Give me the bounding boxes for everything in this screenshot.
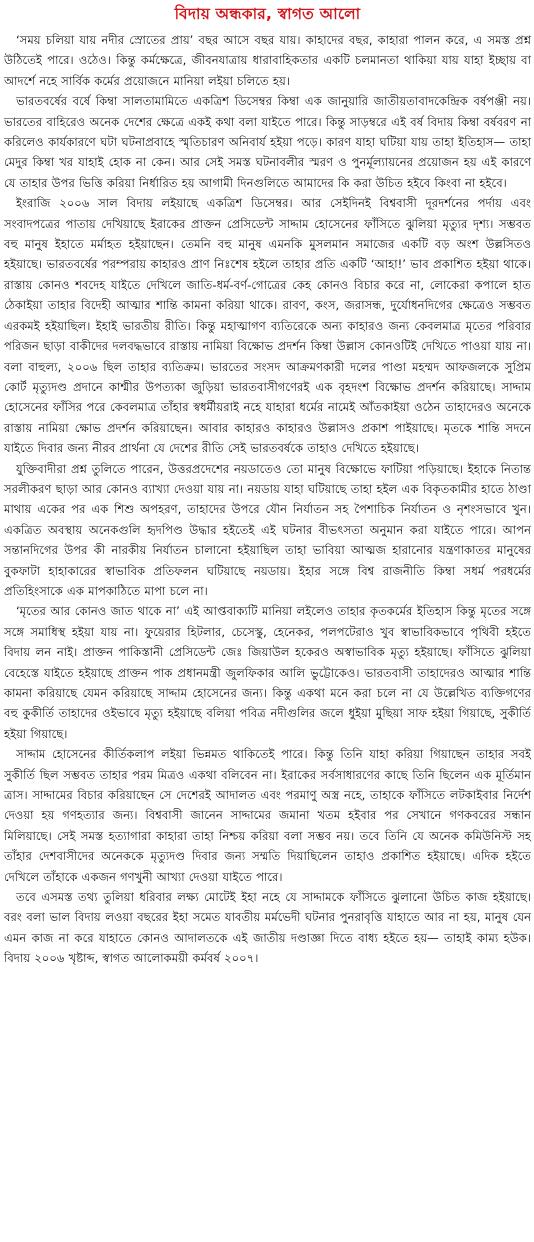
article-paragraph-4: যুক্তিবাদীরা প্রশ্ন তুলিতে পারেন, উত্তরপ্রদেশের নয়ডাতেও তো মানুষ বিক্ষোভে ফাটিয়া পড়িয়াছে। ইহাকে নিতান্ত সরলীকরণ ছাড়া আর কোনও ব্যাখ্যা দেওয়া যায় না। নয়ডায় যাহা ঘটিয়াছে তাহা হইল এক বিকৃতকামীর হাতে ঠাণ্ডা মাথায় একের পর এক শিশু অপহরণ, তাহাদের উপরে যৌন নির্যাতন সহ পৈশাচিক নির্যাতন ও নৃশংসভাবে খুন। একত্রিত অবস্থায় অনেকগুলি হৃদপিণ্ড উদ্ধার হইতেই এই ঘটনার বীভৎসতা অনুমান করা যাইতে পারে। আপন সন্তানদিগের উপর কী নারকীয় নির্যাতন চালানো হইয়াছিল তাহা ভাবিয়া আত্মজ হারানোর যন্ত্রণাকাতর মানুষের বুকফাটা হাহাকারের স্বাভাবিক প্রতিফলন ঘটিয়াছে নয়ডায়। ইহার সঙ্গে বিশ্ব রাজনীতি কিম্বা সধর্ম পরধর্মের প্রতিহিংসাকে এক মাপকাঠিতে মাপা চলে না। — [4, 461, 531, 598]
article-paragraph-7: তবে এসমস্ত তথ্য তুলিয়া ধরিবার লক্ষ্য মোটেই ইহা নহে যে সাদ্দামকে ফাঁসিতে ঝুলানো উচিত কাজ হইয়াছে। বরং বলা ভাল বিদায় লওয়া বছরের ইহা সমেত যাবতীয় মর্মভেদী ঘটনার পুনরাবৃত্তি যাহাতে আর না হয়, মানুষ যেন এমন কাজ না করে যাহাতে কোনও আদালতকে এই জাতীয় দণ্ডাজ্ঞা দিতে বাধ্য হইতে হয়— তাহাই কাম্য হউক। বিদায় ২০০৬ খৃষ্টাব্দ, স্বাগত আলোকময়ী কর্মবর্ষ ২০০৭। — [4, 890, 531, 966]
article-paragraph-6: সাদ্দাম হোসেনের কীর্তিকলাপ লইয়া ভিন্নমত থাকিতেই পারে। কিন্তু তিনি যাহা করিয়া গিয়াছেন তাহার সবই সুকীর্তি ছিল সম্ভবত তাহার পরম মিত্রও একথা বলিবেন না। ইরাকের সর্বসাধারণের কাছে তিনি ছিলেন এক মূর্তিমান ত্রাস। সাদ্দামের বিচার করিয়াছেন সে দেশেরই আদালত এবং পরমাণু অস্ত্র নহে, তাহাকে ফাঁসিতে লটকাইবার নির্দেশ দেওয়া হয় গণহত্যার জন্য। বিশ্ববাসী জানেন সাদ্দামের জমানা খতম হইবার পর সেখানে গণকবরের সন্ধান মিলিয়াছে। সেই সমস্ত হত্যাগারা কাহারা তাহা নিশ্চয় করিয়া বলা সম্ভব নয়। তবে তিনি যে অনেক কমিউনিস্ট সহ তাঁহার দেশবাসীদের অনেককে মৃত্যুদণ্ড দিবার জন্য সম্মতি দিয়াছিলেন তাহাও প্রকাশিত হইয়াছে। এদিক হইতে দেখিলে তাঁহাকে একজন গণখুনী আখ্যা দেওয়া যাইতে পারে। — [4, 747, 531, 884]
article-paragraph-5: ‘মৃতের আর কোনও জাত থাকে না’ এই আপ্তবাক্যটি মানিয়া লইলেও তাহার কৃতকর্মের ইতিহাস কিন্তু মৃতের সঙ্গে সঙ্গে সমাধিস্থ হইয়া যায় না। ফুয়েরার হিটলার, চেসেস্কু, হেনেকর, পলপটেরাও খুব স্বাভাবিকভাবে পৃথিবী হইতে বিদায় লন নাই। প্রাক্তন পাকিস্তানী প্রেসিডেন্ট জেঃ জিয়াউল হকেরও অস্বাভাবিক মৃত্যু হইয়াছে। ফাঁসিতে ঝুলিয়া বেহেস্তে যাইতে হইয়াছে প্রাক্তন পাক প্রধানমন্ত্রী জুলফিকার আলি ভুট্টোকেও। ভারতবাসী তাহাদেরও আত্মার শান্তি কামনা করিয়াছে যেমন করিয়াছে সাদ্দাম হোসেনের জন্য। কিন্তু একথা মনে করা চলে না যে উল্লেখিত ব্যক্তিগণের বহু কুকীর্তি তাহাদের ওইভাবে মৃত্যু হইয়াছে বলিয়া পবিত্র নদীগুলির জলে ধুইয়া মুছিয়া সাফ হইয়া গিয়াছে, সুকীর্তি হইয়া গিয়াছে। — [4, 604, 531, 741]
article-paragraph-2: ভারতবর্ষের বর্ষে কিম্বা সালতামামিতে একত্রিশ ডিসেম্বর কিম্বা এক জানুয়ারি জাতীয়তাবাদকেন্দ্রিক বর্ষপঞ্জী নয়। ভারতের বাহিরেও অনেক দেশের ক্ষেত্রে একই কথা বলা যাইতে পারে। কিন্তু সাড়ম্বরে এই বর্ষ বিদায় কিম্বা বর্ষবরণ না করিলেও কার্যকারণে ঘটা ঘটনাপ্রবাহে স্মৃতিচারণ অনিবার্য হইয়া পড়ে। কারণ যাহা ঘটিয়া যায় তাহা ইতিহাস— তাহা মেদুর কিম্বা খর যাহাই হোক না কেন। আর সেই সমস্ত ঘটনাবলীর স্মরণ ও পুনর্মূল্যায়নের প্রয়োজন হয় এই কারণে যে তাহার উপর ভিত্তি করিয়া নির্ধারিত হয় আগামী দিনগুলিতে আমাদের কি করা উচিত হইবে কিংবা না হইবে। — [4, 94, 531, 190]
article-title: বিদায় অন্ধকার, স্বাগত আলো — [174, 5, 361, 23]
article-paragraph-1: ‘সময় চলিয়া যায় নদীর স্রোতের প্রায়’ বছর আসে বছর যায়। কাহাদের বছর, কাহারা পালন করে, এ সমস্ত প্রশ্ন উঠিতেই পারে। ওঠেও। কিন্তু কর্মক্ষেত্রে, জীবনযাত্রায় ধারাবাহিকতার একটি চলমানতা থাকিয়া যায় যাহা ইচ্ছায় বা আদর্শে নহে সার্বিক কর্মের প্রয়োজনে মানিয়া লইয়া চলিতে হয়। — [4, 33, 531, 88]
article-paragraph-3: ইংরাজি ২০০৬ সাল বিদায় লইয়াছে একত্রিশ ডিসেম্বর। আর সেইদিনই বিশ্ববাসী দূরদর্শনের পর্দায় এবং সংবাদপত্রের পাতায় দেখিয়াছে ইরাকের প্রাক্তন প্রেসিডেন্ট সাদ্দাম হোসেনের ফাঁসিতে ঝুলিয়া মৃত্যুর দৃশ্য। সম্ভবত বহু মানুষ ইহাতে মর্মাহত হইয়াছেন। তেমনি বহু মানুষ এমনকি মুসলমান সমাজের একটি বড় অংশ উল্লসিতও হইয়াছে। ভারতবর্ষের পরম্পরায় কাহারও প্রাণ নিঃশেষ হইলে তাহার প্রতি একটি ‘আহা!’ ভাব প্রকাশিত হইয়া থাকে। রাস্তায় কোনও শবদেহ যাইতে দেখিলে জাতি-ধর্ম-বর্ণ-গোত্রের কেহ কোনও বিচার করে না, লোকেরা কপালে হাত ঠেকাইয়া তাহার বিদেহী আত্মার শান্তি কামনা করিয়া থাকে। রাবণ, কংস, জরাসন্ধ, দুর্যোধনদিগের ক্ষেত্রেও সম্ভবত এরকমই হইয়াছিল। ইহাই ভারতীয় রীতি। কিন্তু মহাত্মাগণ ব্যতিরেকে অন্য কাহারও জন্য কেবলমাত্র মৃতের পরিবার পরিজন ছাড়া বাকীদের দলবদ্ধভাবে রাস্তায় নামিয়া বিক্ষোভ প্রদর্শন কিম্বা উল্লাস কোনওটিই দেখিতে পাওয়া যায় না। বলা বাহুল্য, ২০০৬ ছিল তাহার ব্যতিক্রম। ভারতের সংসদ আক্রমণকারী দলের পাণ্ডা মহম্মদ আফজলকে সুপ্রিম কোর্ট মৃত্যুদণ্ড প্রদানে কাশ্মীর উপত্যকা জুড়িয়া ভারতবাসীগণেরই এক বৃহদংশ বিক্ষোভ প্রদর্শন করিয়াছে। সাদ্দাম হোসেনের ফাঁসির পরে কেবলমাত্র তাঁহার স্বধর্মীয়রাই নহে যাহারা ধর্মের নামেই আঁতকাইয়া ওঠেন তাহাদেরও অনেকে রাস্তায় নামিয়া ক্ষোভ প্রদর্শন করিয়াছেন। আবার কাহারও কাহারও উল্লাসও প্রকাশ পাইয়াছে। মৃতকে শান্তি সদনে যাইতে দিবার জন্য নীরব প্রার্থনা যে দেশের রীতি সেই ভারতবর্ষকে তাহাও দেখিতে হইয়াছে। — [4, 196, 531, 456]
